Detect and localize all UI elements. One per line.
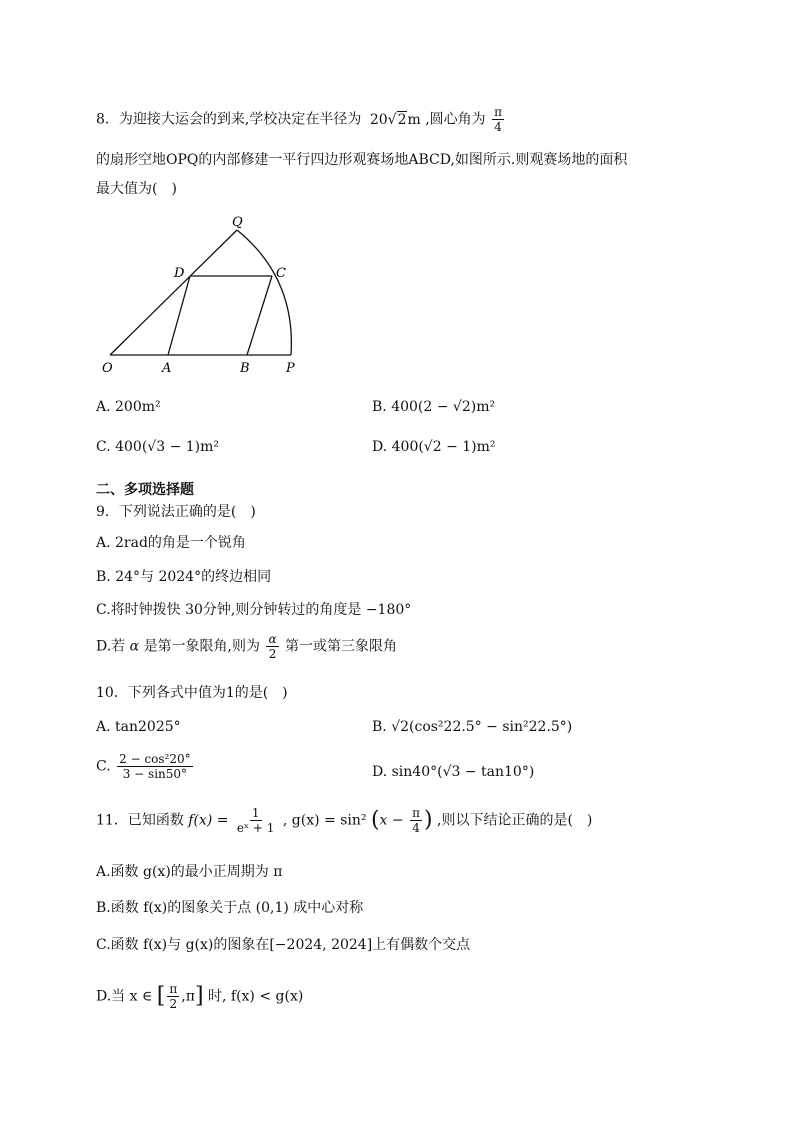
q8-line1 (96, 105, 506, 134)
q11-option-a: A.函数 g(x)的最小正周期为 π (96, 864, 283, 880)
q11-g-fraction: $\frac{\pi}{4}$ (412, 806, 420, 835)
sector-figure (96, 210, 316, 380)
label-q: Q (232, 215, 243, 230)
q11-option-c: C.函数 f(x)与 g(x)的图象在[−2024, 2024]上有偶数个交点 (96, 937, 471, 953)
q8-option-a: A. 200m² (96, 399, 161, 415)
q11-stem: 11．已知函数 f(x) = $\frac{1}{\text{eˣ + 1}}$ , g(x) = sin² (x − $\frac{\pi}{4}$ ) ,则以下结论正确的是( ) (96, 806, 593, 835)
label-a: A (162, 361, 172, 376)
q10-option-d: D. sin40°(√3 − tan10°) (372, 764, 535, 780)
q9-stem: 9．下列说法正确的是( ) (96, 504, 256, 520)
q8-line3: 最大值为( ) (96, 181, 177, 197)
q9-option-d: D.若 α 是第一象限角,则为 $\frac{\alpha}{2}$ 第一或第三象限角 (96, 632, 398, 661)
label-c: C (276, 266, 286, 281)
q11-f-fraction: $\frac{1}{\text{eˣ + 1}}$ (236, 806, 275, 835)
q11-d-fraction: $\frac{\pi}{2}$ (169, 982, 178, 1011)
q10-option-b: B. √2(cos²22.5° − sin²22.5°) (372, 719, 573, 735)
label-o: O (102, 361, 113, 376)
q8-option-c: C. 400(√3 − 1)m² (96, 439, 220, 455)
q9-option-b: B. 24°与 2024°的终边相同 (96, 569, 272, 585)
q10-stem: 10．下列各式中值为1的是( ) (96, 685, 288, 701)
segment-bc (247, 276, 272, 355)
q8-option-d: D. 400(√2 − 1)m² (372, 439, 496, 455)
q8-line1-text: 8．为迎接大运会的到来,学校决定在半径为 (96, 111, 362, 128)
q8-radius: 20√2m (369, 111, 421, 128)
q8-angle-sep: ,圆心角为 (425, 111, 486, 128)
q10-option-a: A. tan2025° (96, 719, 181, 735)
label-d: D (174, 266, 185, 281)
q10-option-c: C. $\frac{\text{2 − cos²20°}}{3 - \sin 50^\circ}$ (96, 752, 191, 781)
q10-c-fraction: $\frac{\text{2 − cos²20°}}{3 - \sin 50^\circ}$ (119, 752, 191, 781)
q9-alpha-half: $\frac{\alpha}{2}$ (268, 632, 277, 661)
label-p: P (286, 361, 295, 376)
sector-arc (237, 230, 291, 355)
q9-option-a: A. 2rad的角是一个锐角 (96, 535, 246, 551)
q9-option-c: C.将时钟拨快 30分钟,则分钟转过的角度是 −180° (96, 602, 412, 618)
section-heading: 二、多项选择题 (96, 482, 194, 498)
q8-option-b: B. 400(2 − √2)m² (372, 399, 496, 415)
q8-line2: 的扇形空地OPQ的内部修建一平行四边形观赛场地ABCD,如图所示.则观赛场地的面积 (96, 152, 628, 168)
q11-option-d: D.当 x ∈ [ $\frac{\pi}{2}$ ,π] 时, f(x) < g(x) (96, 982, 304, 1011)
label-b: B (240, 361, 250, 376)
q11-option-b: B.函数 f(x)的图象关于点 (0,1) 成中心对称 (96, 900, 364, 916)
q8-angle-fraction: $\frac{\pi}{4}$ (494, 105, 503, 134)
